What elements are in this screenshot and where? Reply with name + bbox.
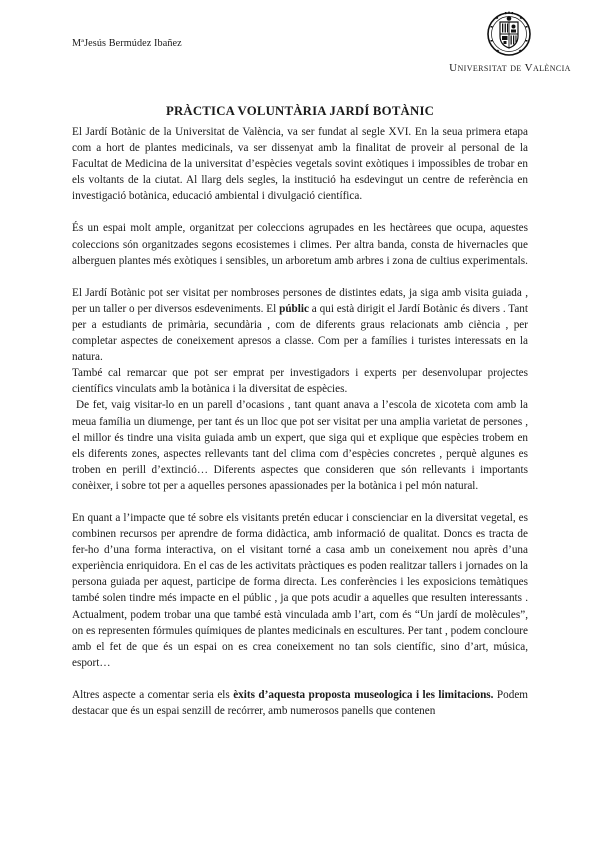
document-title: PRÀCTICA VOLUNTÀRIA JARDÍ BOTÀNIC: [165, 104, 435, 118]
university-logo: [430, 10, 590, 80]
paragraph-researchers: També cal remarcar que pot ser emprat per investigadors i experts per desenvolupar projectes científics vinculats amb la botànica i la diversitat de espècies.: [72, 367, 528, 396]
paragraph-audience-intro: El Jardí Botànic pot ser visitat per nombroses persones de distintes edats, ja siga amb visita guiada , per un taller o per diversos esdeveniments. El: [72, 286, 528, 315]
paragraph-space: És un espai molt ample, organitzat per coleccions agrupades en les hectàrees que ocupa, aquestes coleccions són organitzades segons ecosistemes i climes. Per altra banda, consta de hivernacles que alberguen plantes més exòtiques i sensibles, un arboretum amb arbres i zona de cultius experimentals.: [72, 222, 528, 267]
bold-term-public: públic: [279, 302, 309, 315]
university-seal-icon: [487, 10, 531, 58]
paragraph-audience-rest: a qui està dirigit el Jardí Botànic és divers . Tant per a estudiants de primària, secundària , com de diferents graus relacionats amb ciència , per completar aspectes de coneixement apresos a classe. Com per a famílies i turistes interessats en la natura.: [72, 302, 528, 364]
author-name: MªJesús Bermúdez Ibañez: [72, 38, 182, 49]
document-body: [72, 124, 528, 719]
paragraph-achievements-rest: Podem destacar que és un espai senzill de recórrer, amb numerosos panells que contenen: [72, 688, 529, 717]
paragraph-impact: En quant a l’impacte que té sobre els visitants pretén educar i conscienciar en la diversitat vegetal, es combinen recursos per aprendre de forma didàctica, amb informació de qualitat. Doncs es tracta de fer-ho d’una forma interactiva, on el visitant torné a casa amb un coneixement nou après d’una experiència enriquidora. En el cas de les activitats pràctiques es poden realitzar tallers i jornades on la persona guiada per aquest, participe de forma directa. Les conferències i les exposicions temàtiques també solen tindre més impacte en el públic , ja que pots acudir a aquelles que resulten interessants . Actualment, podem trobar una que també està vinculada amb l’art, com és “Un jardí de molècules”, on es representen fórmules químiques de plantes medicinals en escultures. Per tant , podem concloure amb el fet de que és un espai on es crea coneixement no tan sols científic, sino d’art, música, esport…: [72, 511, 528, 669]
university-logo-wordmark: Universitat de València: [449, 62, 571, 74]
paragraph-personal-visit: De fet, vaig visitar-lo en un parell d’ocasions , tant quant anava a l’escola de xicoteta com amb la meua família un diumenge, per tant és un lloc que pot ser visitat per una amplia varietat de persones , el millor és tindre una visita guiada amb un expert, que siga qui et explique que espècies trobem en els diferents zones, aspectes rellevants tant del clima com d’espècies concretes , perquè algunes es troben en perill d’extinció… Diferents aspectes que consideren que són rellevants i importants conèixer, i sobre tot per a aquelles persones apassionades per la botànica i pel món natural.: [72, 399, 528, 492]
paragraph-achievements-intro: Altres aspecte a comentar seria els: [72, 688, 234, 701]
bold-phrase-achievements: èxits d’aquesta proposta museologica i les limitacions.: [233, 688, 494, 701]
paragraph-audience: [72, 285, 528, 365]
paragraph-history: El Jardí Botànic de la Universitat de València, va ser fundat al segle XVI. En la seua primera etapa com a hort de plantes medicinals, va ser dissenyat amb la finalitat de proveir al personal de la Facultat de Medicina de la universitat d’espècies vegetals sovint exòtiques i impossibles de trobar en els voltants de la ciutat. Al llarg dels segles, la institució ha esdevingut un centre de referència en investigació botànica, educació ambiental i divulgació científica.: [72, 126, 528, 203]
paragraph-achievements: [72, 687, 528, 719]
